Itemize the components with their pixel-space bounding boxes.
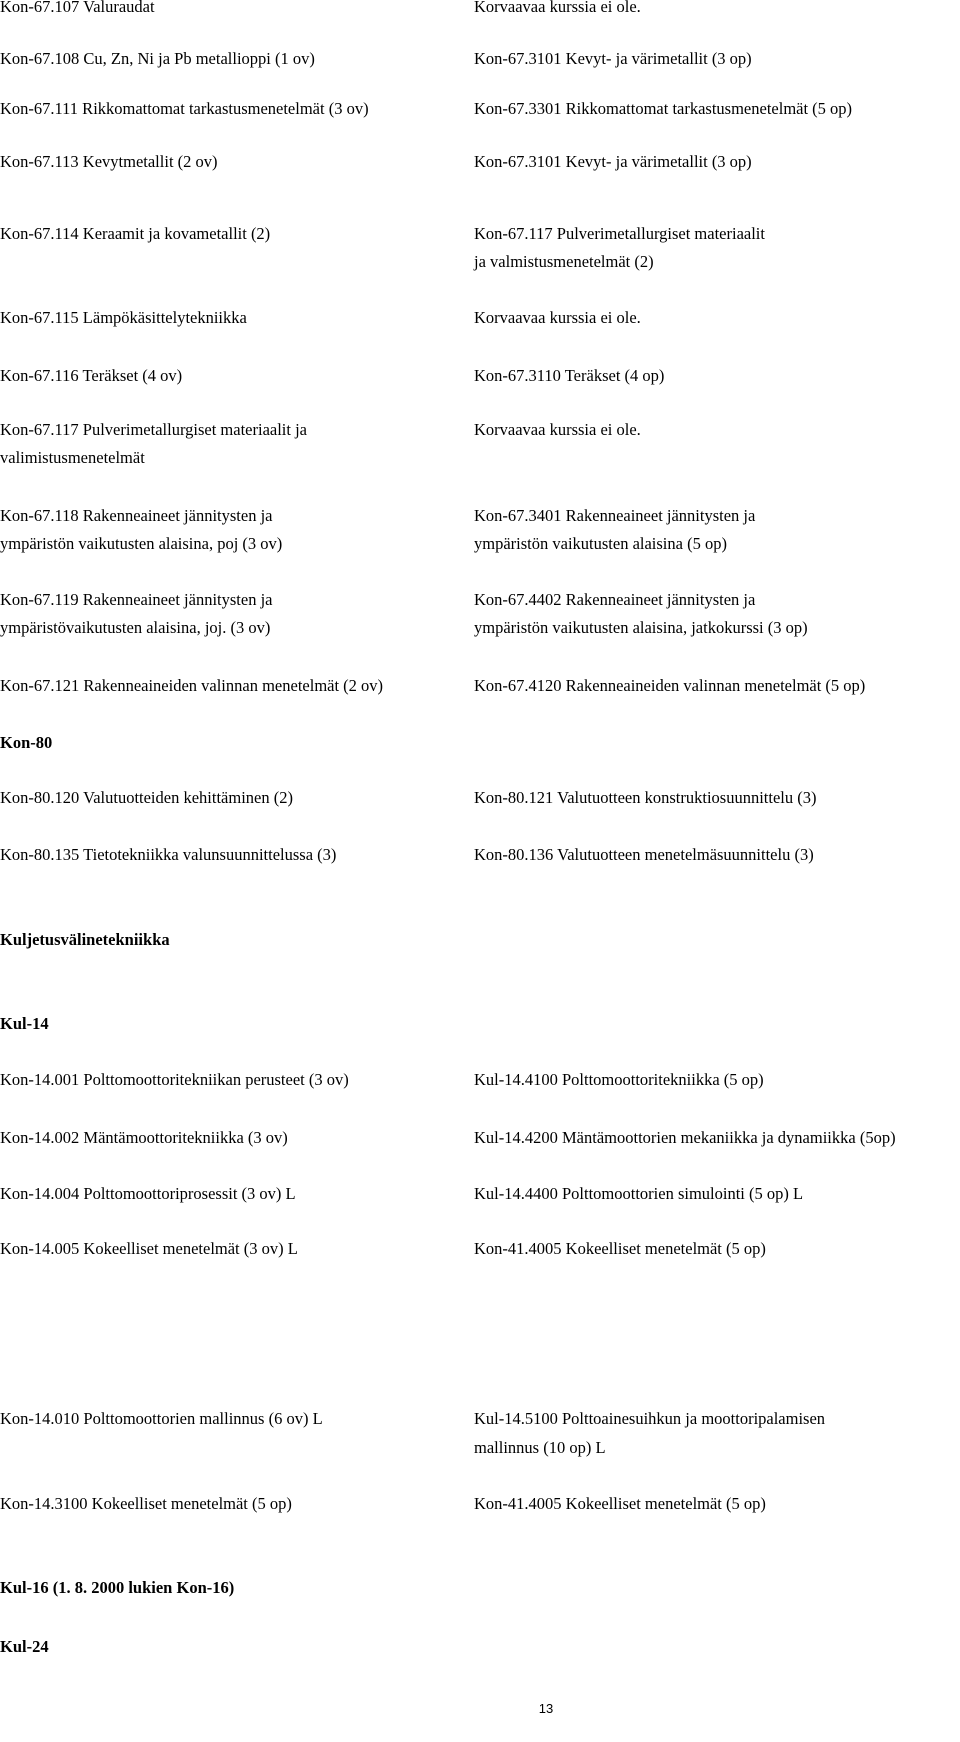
old-course: Kon-80.120 Valutuotteiden kehittäminen (2) (0, 788, 293, 807)
old-course-cont: valimistusmenetelmät (0, 448, 145, 467)
replacement-course: Korvaavaa kurssia ei ole. (474, 420, 641, 439)
old-course: Kon-67.111 Rikkomattomat tarkastusmenetelmät (3 ov) (0, 99, 369, 118)
replacement-course: Kon-80.121 Valutuotteen konstruktiosuunnittelu (3) (474, 788, 817, 807)
replacement-course: Kul-14.4400 Polttomoottorien simulointi (5 op) L (474, 1184, 804, 1203)
section-heading-kul16: Kul-16 (1. 8. 2000 lukien Kon-16) (0, 1578, 235, 1597)
old-course: Kon-14.002 Mäntämoottoritekniikka (3 ov) (0, 1128, 288, 1147)
old-course: Kon-67.114 Keraamit ja kovametallit (2) (0, 224, 271, 243)
replacement-course: Kul-14.4100 Polttomoottoritekniikka (5 op) (474, 1070, 764, 1089)
replacement-course: Kon-41.4005 Kokeelliset menetelmät (5 op) (474, 1494, 766, 1513)
old-course: Kon-14.3100 Kokeelliset menetelmät (5 op) (0, 1494, 292, 1513)
section-heading-main: Kuljetusvälinetekniikka (0, 930, 170, 949)
replacement-course: Kon-67.3101 Kevyt- ja värimetallit (3 op) (474, 49, 752, 68)
old-course: Kon-67.119 Rakenneaineet jännitysten ja (0, 590, 273, 609)
old-course: Kon-67.121 Rakenneaineiden valinnan menetelmät (2 ov) (0, 676, 384, 695)
section-heading-kul24: Kul-24 (0, 1637, 49, 1656)
replacement-course: Kul-14.4200 Mäntämoottorien mekaniikka ja dynamiikka (5op) (474, 1128, 896, 1147)
old-course: Kon-67.117 Pulverimetallurgiset materiaalit ja (0, 420, 308, 439)
old-course: Kon-67.118 Rakenneaineet jännitysten ja (0, 506, 273, 525)
replacement-course: Kon-80.136 Valutuotteen menetelmäsuunnittelu (3) (474, 845, 814, 864)
replacement-course-cont: ympäristön vaikutusten alaisina (5 op) (474, 534, 727, 553)
replacement-course: Kul-14.5100 Polttoainesuihkun ja moottoripalamisen (474, 1409, 826, 1428)
replacement-course: Korvaavaa kurssia ei ole. (474, 0, 641, 16)
old-course: Kon-67.113 Kevytmetallit (2 ov) (0, 152, 218, 171)
replacement-course: Kon-67.3401 Rakenneaineet jännitysten ja (474, 506, 756, 525)
section-heading-kul14: Kul-14 (0, 1014, 49, 1033)
old-course: Kon-14.005 Kokeelliset menetelmät (3 ov) L (0, 1239, 298, 1258)
old-course: Kon-14.001 Polttomoottoritekniikan perusteet (3 ov) (0, 1070, 349, 1089)
page-number: 13 (538, 1701, 554, 1716)
old-course: Kon-67.107 Valuraudat (0, 0, 155, 16)
replacement-course: Kon-41.4005 Kokeelliset menetelmät (5 op) (474, 1239, 766, 1258)
old-course: Kon-67.116 Teräkset (4 ov) (0, 366, 183, 385)
old-course: Kon-14.010 Polttomoottorien mallinnus (6 ov) L (0, 1409, 323, 1428)
replacement-course: Kon-67.3110 Teräkset (4 op) (474, 366, 665, 385)
old-course: Kon-67.115 Lämpökäsittelytekniikka (0, 308, 247, 327)
old-course: Kon-67.108 Cu, Zn, Ni ja Pb metallioppi (1 ov) (0, 49, 315, 68)
replacement-course: Kon-67.4120 Rakenneaineiden valinnan menetelmät (5 op) (474, 676, 866, 695)
section-heading-kon80: Kon-80 (0, 733, 53, 752)
replacement-course-cont: mallinnus (10 op) L (474, 1438, 606, 1457)
replacement-course-cont: ympäristön vaikutusten alaisina, jatkokurssi (3 op) (474, 618, 808, 637)
replacement-course: Kon-67.3301 Rikkomattomat tarkastusmenetelmät (5 op) (474, 99, 853, 118)
replacement-course-cont: ja valmistusmenetelmät (2) (474, 252, 654, 271)
replacement-course: Korvaavaa kurssia ei ole. (474, 308, 641, 327)
replacement-course: Kon-67.117 Pulverimetallurgiset materiaalit (474, 224, 765, 243)
old-course: Kon-80.135 Tietotekniikka valunsuunnittelussa (3) (0, 845, 337, 864)
old-course-cont: ympäristön vaikutusten alaisina, poj (3 ov) (0, 534, 283, 553)
replacement-course: Kon-67.4402 Rakenneaineet jännitysten ja (474, 590, 756, 609)
old-course-cont: ympäristövaikutusten alaisina, joj. (3 ov) (0, 618, 271, 637)
replacement-course: Kon-67.3101 Kevyt- ja värimetallit (3 op) (474, 152, 752, 171)
old-course: Kon-14.004 Polttomoottoriprosessit (3 ov) L (0, 1184, 296, 1203)
